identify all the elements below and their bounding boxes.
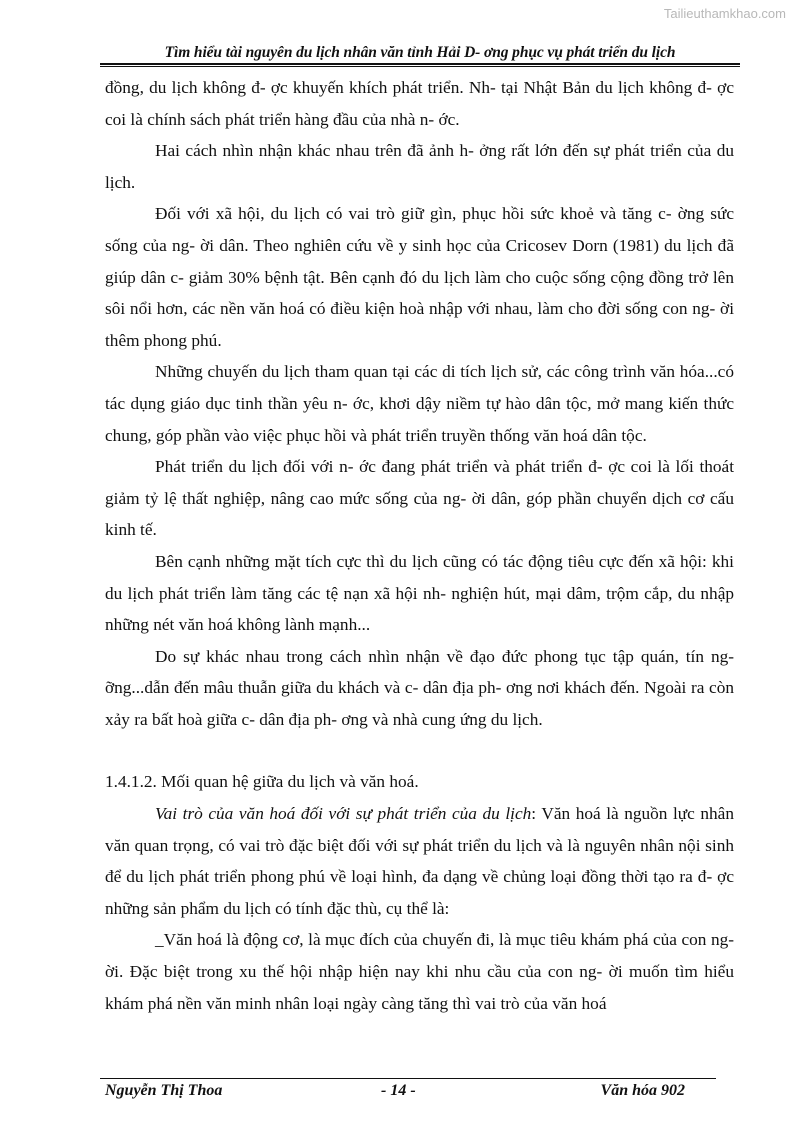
header-divider [100, 63, 740, 65]
footer-divider [100, 1078, 716, 1079]
page-footer [105, 1082, 715, 1104]
italic-lead: Vai trò của văn hoá đối với sự phát triển của du lịch [155, 804, 532, 824]
bullet-paragraph: _Văn hoá là động cơ, là mục đích của chuyến đi, là mục tiêu khám phá của con ng- ời. Đặc biệt trong xu thế hội nhập hiện nay khi nhu cầu của con ng- ời muốn tìm hiểu khám phá nền văn minh nhân loại ngày càng tăng thì vai trò của văn hoá [105, 930, 734, 1013]
section-heading: 1.4.1.2. Mối quan hệ giữa du lịch và văn hoá. [105, 772, 419, 792]
body-paragraph: đồng, du lịch không đ- ợc khuyến khích phát triển. Nh- tại Nhật Bản du lịch không đ- ợc coi là chính sách phát triển hàng đầu của nhà n- ớc. [105, 78, 734, 129]
footer-author: Nguyễn Thị Thoa [105, 1082, 223, 1099]
watermark: Tailieuthamkhao.com [663, 6, 786, 21]
body-paragraph: Phát triển du lịch đối với n- ớc đang phát triển và phát triển đ- ợc coi là lối thoát giảm tỷ lệ thất nghiệp, nâng cao mức sống của ng- ời dân, góp phần chuyển dịch cơ cấu kinh tế. [105, 457, 734, 540]
body-paragraph: Đối với xã hội, du lịch có vai trò giữ gìn, phục hồi sức khoẻ và tăng c- ờng sức sống của ng- ời dân. Theo nghiên cứu về y sinh học của Cricosev Dorn (1981) du lịch đã giúp dân c- giảm 30% bệnh tật. Bên cạnh đó du lịch làm cho cuộc sống cộng đồng trở lên sôi nổi hơn, các nền văn hoá có điều kiện hoà nhập với nhau, làm cho đời sống con ng- ời thêm phong phú. [105, 204, 734, 350]
header-divider-thin [100, 66, 740, 67]
footer-course: Văn hóa 902 [600, 1082, 685, 1099]
running-header: Tìm hiểu tài nguyên du lịch nhân văn tỉnh Hải D- ơng phục vụ phát triển du lịch [164, 44, 676, 61]
section-paragraph [105, 798, 734, 924]
body-paragraph: Bên cạnh những mặt tích cực thì du lịch cũng có tác động tiêu cực đến xã hội: khi du lịch phát triển làm tăng các tệ nạn xã hội nh- nghiện hút, mại dâm, trộm cắp, du nhập những nét văn hoá không lành mạnh... [105, 551, 734, 635]
body-paragraph: Hai cách nhìn nhận khác nhau trên đã ảnh h- ởng rất lớn đến sự phát triển của du lịch. [105, 141, 734, 192]
body-paragraph: Những chuyến du lịch tham quan tại các di tích lịch sử, các công trình văn hóa...có tác dụng giáo dục tinh thần yêu n- ớc, khơi dậy niềm tự hào dân tộc, mở mang kiến thức chung, góp phần vào việc phục hồi và phát triển truyền thống văn hoá dân tộc. [105, 362, 734, 445]
document-body [105, 72, 734, 1019]
section-paragraph-text: : Văn hoá là nguồn lực nhân văn quan trọng, có vai trò đặc biệt đối với sự phát triển du lịch và là nguyên nhân nội sinh để du lịch phát triển phong phú về loại hình, đa dạng về chủng loại đồng thời tạo ra đ- ợc những sản phẩm du lịch có tính đặc thù, cụ thể là: [105, 804, 734, 918]
page-number: - 14 - [381, 1082, 416, 1099]
body-paragraph: Do sự khác nhau trong cách nhìn nhận về đạo đức phong tục tập quán, tín ng- ỡng...dẫn đến mâu thuẫn giữa du khách và c- dân địa ph- ơng nơi khách đến. Ngoài ra còn xảy ra bất hoà giữa c- dân địa ph- ơng và nhà cung ứng du lịch. [105, 646, 734, 729]
